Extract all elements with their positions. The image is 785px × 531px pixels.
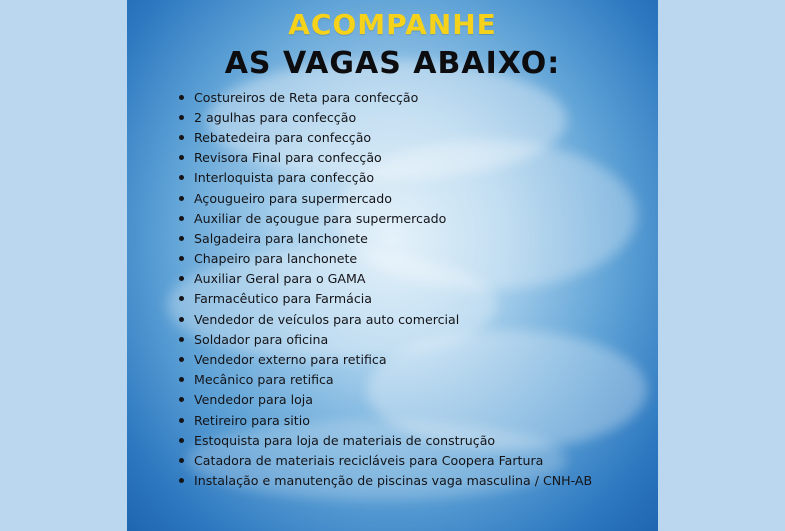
bullet-icon (179, 397, 184, 402)
job-label: Instalação e manutenção de piscinas vaga masculina / CNH-AB (194, 473, 593, 489)
job-label: Mecânico para retifica (194, 372, 334, 388)
job-poster (127, 0, 658, 531)
job-label: Chapeiro para lanchonete (194, 251, 358, 267)
job-item (179, 471, 592, 491)
job-item (179, 370, 592, 390)
bullet-icon (179, 155, 184, 160)
bullet-icon (179, 115, 184, 120)
bullet-icon (179, 216, 184, 221)
bullet-icon (179, 256, 184, 261)
job-item (179, 168, 592, 188)
job-label: Soldador para oficina (194, 331, 329, 347)
bullet-icon (179, 135, 184, 140)
bullet-icon (179, 337, 184, 342)
bullet-icon (179, 95, 184, 100)
job-item (179, 329, 592, 349)
job-label: Auxiliar de açougue para supermercado (194, 210, 447, 226)
bullet-icon (179, 236, 184, 241)
job-item (179, 107, 592, 127)
job-item (179, 289, 592, 309)
job-item (179, 208, 592, 228)
job-label: Auxiliar Geral para o GAMA (194, 271, 366, 287)
left-side-panel (0, 0, 127, 531)
bullet-icon (179, 175, 184, 180)
job-label: Estoquista para loja de materiais de construção (194, 432, 496, 448)
bullet-icon (179, 458, 184, 463)
job-list (179, 87, 592, 491)
bullet-icon (179, 317, 184, 322)
job-label: Vendedor externo para retifica (194, 352, 387, 368)
job-item (179, 249, 592, 269)
right-side-panel (658, 0, 785, 531)
job-item (179, 390, 592, 410)
job-item (179, 309, 592, 329)
bullet-icon (179, 357, 184, 362)
job-label: Salgadeira para lanchonete (194, 230, 368, 246)
bullet-icon (179, 276, 184, 281)
job-item (179, 450, 592, 470)
job-item (179, 188, 592, 208)
poster-title-line2: AS VAGAS ABAIXO: (224, 46, 561, 81)
bullet-icon (179, 377, 184, 382)
job-label: Interloquista para confecção (194, 170, 375, 186)
poster-title-line1: ACOMPANHE (288, 8, 497, 41)
job-item (179, 228, 592, 248)
job-item (179, 127, 592, 147)
job-item (179, 87, 592, 107)
job-label: Açougueiro para supermercado (194, 190, 392, 206)
job-label: Vendedor de veículos para auto comercial (194, 311, 460, 327)
bullet-icon (179, 418, 184, 423)
job-item (179, 269, 592, 289)
job-item (179, 430, 592, 450)
bullet-icon (179, 196, 184, 201)
job-label: Revisora Final para confecção (194, 150, 382, 166)
job-label: 2 agulhas para confecção (194, 109, 357, 125)
job-item (179, 148, 592, 168)
job-item (179, 410, 592, 430)
job-label: Catadora de materiais recicláveis para Coopera Fartura (194, 452, 544, 468)
job-label: Vendedor para loja (194, 392, 314, 408)
job-label: Retireiro para sitio (194, 412, 310, 428)
job-label: Rebatedeira para confecção (194, 129, 372, 145)
bullet-icon (179, 438, 184, 443)
job-label: Costureiros de Reta para confecção (194, 89, 419, 105)
job-item (179, 349, 592, 369)
bullet-icon (179, 296, 184, 301)
bullet-icon (179, 478, 184, 483)
job-label: Farmacêutico para Farmácia (194, 291, 372, 307)
